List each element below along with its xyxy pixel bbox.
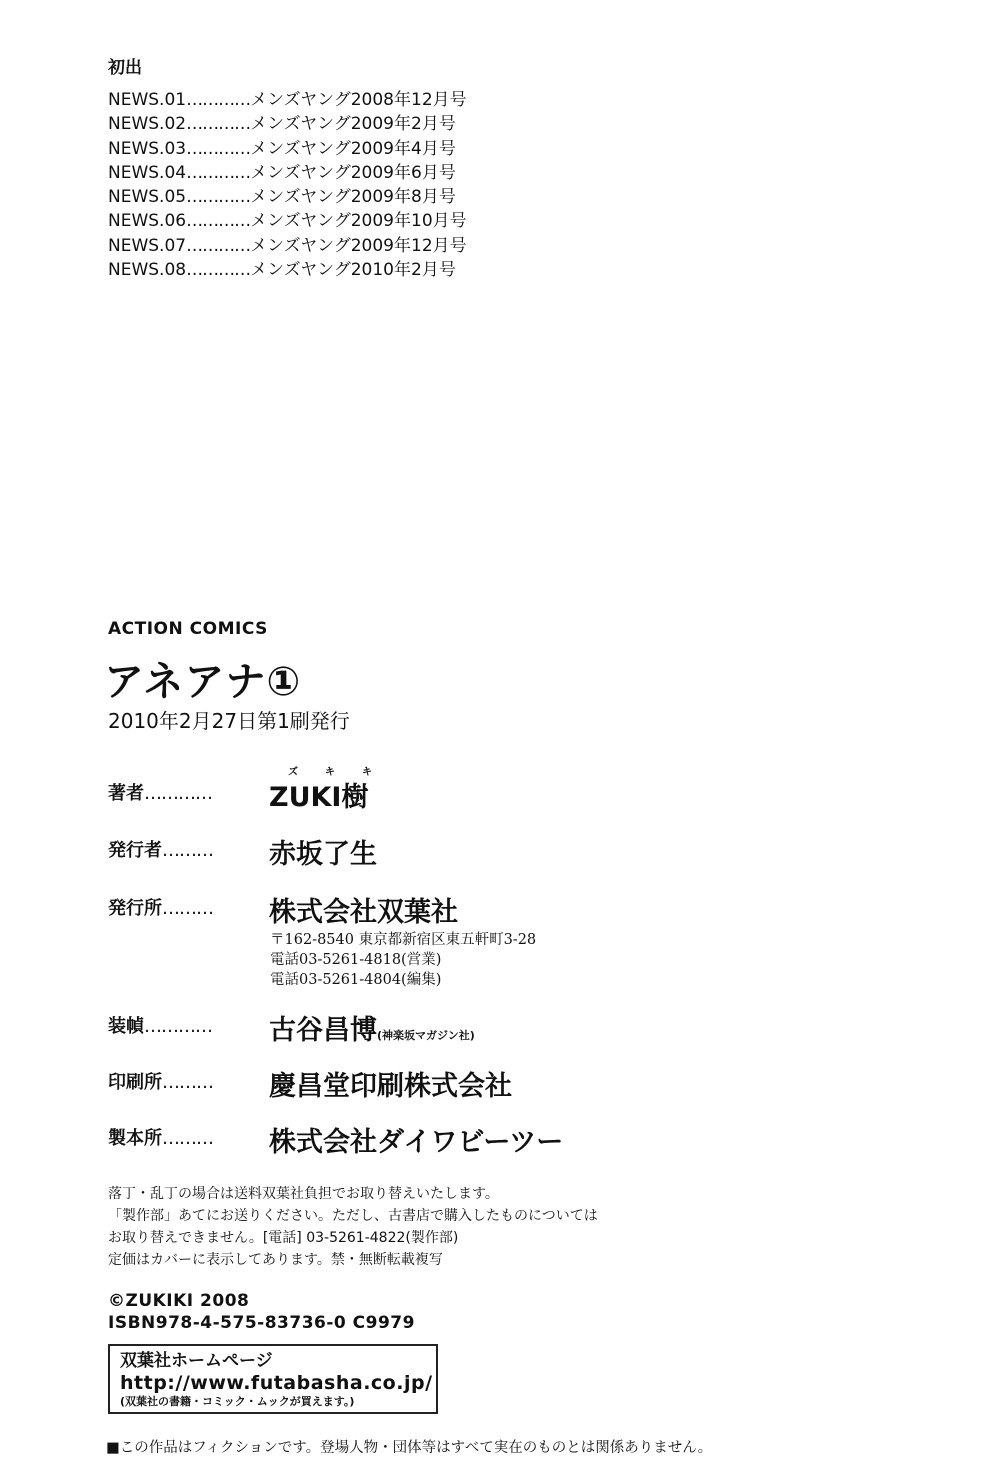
source-magazine: メンズヤング2009年8月号: [250, 187, 456, 208]
first-appearance-item: [108, 209, 467, 233]
first-appearance-item: [108, 161, 467, 185]
first-appearance-item: [108, 137, 467, 161]
website-label: 双葉社ホームページ: [120, 1351, 273, 1371]
notice-line: 落丁・乱丁の場合は送料双葉社負担でお取り替えいたします。: [108, 1186, 499, 1202]
credit-label: 発行者………: [108, 840, 213, 861]
source-magazine: メンズヤング2009年4月号: [250, 138, 456, 159]
episode-number: NEWS.07: [108, 235, 187, 256]
first-appearance-item: [108, 112, 467, 136]
credit-label: 発行所………: [108, 898, 213, 919]
episode-number: NEWS.03: [108, 138, 187, 159]
author-ruby: ズキキ: [288, 767, 399, 778]
episode-number: NEWS.06: [108, 211, 187, 232]
author-name: ZUKI樹: [269, 782, 369, 813]
leader-dots: …………: [186, 90, 251, 110]
source-magazine: メンズヤング2009年12月号: [250, 235, 467, 256]
leader-dots: …………: [186, 235, 251, 256]
printer-name: 慶昌堂印刷株式会社: [269, 1071, 512, 1102]
binder-name: 株式会社ダイワビーツー: [269, 1127, 564, 1158]
source-magazine: メンズヤング2010年2月号: [250, 260, 456, 281]
return-notice: [108, 1183, 598, 1271]
address-line: 電話03-5261-4818(営業): [270, 952, 442, 968]
leader-dots: …………: [186, 162, 251, 183]
episode-number: NEWS.01: [108, 90, 187, 110]
copyright-block: [108, 1290, 415, 1334]
leader-dots: …………: [186, 114, 251, 135]
first-appearance-item: [108, 258, 467, 282]
notice-line: 「製作部」あてにお送りください。ただし、古書店で購入したものについては: [108, 1208, 598, 1224]
address-line: 電話03-5261-4804(編集): [270, 972, 442, 988]
credit-binder: [108, 1124, 564, 1158]
first-appearance-item: [108, 234, 467, 258]
publication-date: 2010年2月27日第1刷発行: [108, 709, 350, 733]
series-name: ACTION COMICS: [108, 619, 268, 639]
website-note: (双葉社の書籍・コミック・ムックが買えます。): [120, 1395, 355, 1408]
leader-dots: …………: [186, 138, 251, 159]
publisher-name: 赤坂了生: [269, 839, 377, 870]
credit-printer: [108, 1068, 512, 1102]
credit-label: 製本所………: [108, 1128, 213, 1149]
first-appearance-heading: 初出: [108, 58, 142, 78]
source-magazine: メンズヤング2009年2月号: [250, 114, 456, 135]
source-magazine: メンズヤング2009年10月号: [250, 211, 467, 232]
website-box: [108, 1344, 438, 1414]
isbn-line: ISBN978-4-575-83736-0 C9979: [108, 1313, 415, 1333]
address-line: 〒162-8540 東京都新宿区東五軒町3-28: [270, 932, 537, 948]
episode-number: NEWS.04: [108, 162, 187, 183]
leader-dots: …………: [186, 260, 251, 281]
credit-publisher: [108, 836, 377, 870]
notice-line: 定価はカバーに表示してあります。禁・無断転載複写: [108, 1252, 443, 1268]
leader-dots: …………: [186, 187, 251, 208]
episode-number: NEWS.05: [108, 187, 187, 208]
credit-label: 装幀…………: [108, 1016, 212, 1037]
episode-number: NEWS.02: [108, 114, 187, 135]
leader-dots: …………: [186, 211, 251, 232]
first-appearance-list: [108, 88, 467, 282]
designer-company: (神楽坂マガジン社): [377, 1029, 475, 1042]
credit-design: [108, 1012, 475, 1046]
credit-publishing-house: [108, 894, 458, 928]
publishing-house-name: 株式会社双葉社: [269, 897, 458, 928]
notice-line: お取り替えできません。[電話] 03-5261-4822(製作部): [108, 1230, 459, 1246]
credit-label: 印刷所………: [108, 1072, 213, 1093]
episode-number: NEWS.08: [108, 260, 187, 281]
source-magazine: メンズヤング2009年6月号: [250, 162, 456, 183]
designer-name: 古谷昌博(神楽坂マガジン社): [269, 1015, 475, 1046]
first-appearance-item: [108, 185, 467, 209]
publisher-address: [270, 930, 536, 990]
fiction-disclaimer: ■この作品はフィクションです。登場人物・団体等はすべて実在のものとは関係ありません。: [106, 1440, 713, 1456]
credit-author: [108, 779, 369, 813]
credit-label: 著者…………: [108, 783, 212, 804]
website-url[interactable]: http://www.futabasha.co.jp/: [120, 1372, 433, 1394]
book-title: アネアナ①: [104, 659, 302, 705]
copyright-line: ©ZUKIKI 2008: [108, 1291, 250, 1311]
source-magazine: メンズヤング2008年12月号: [250, 90, 467, 110]
first-appearance-item: [108, 88, 467, 112]
